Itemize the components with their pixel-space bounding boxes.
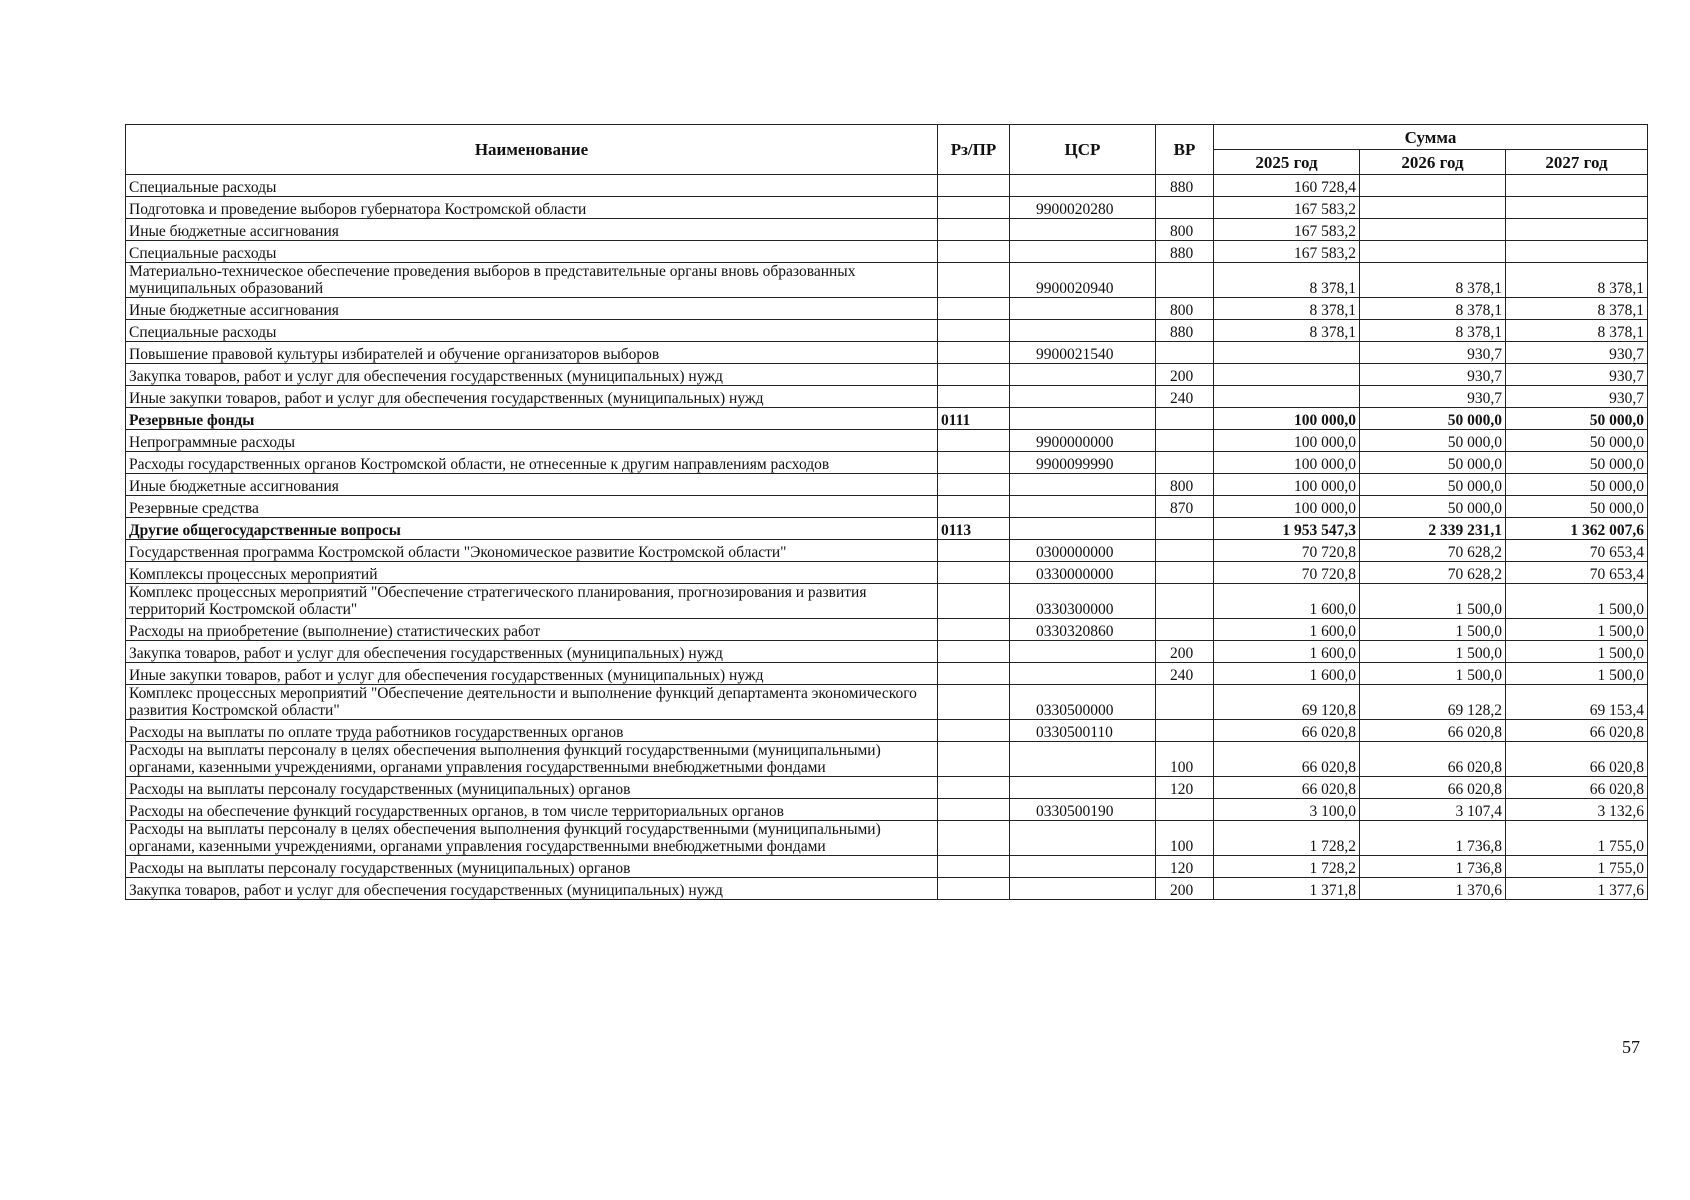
cell-rz-pr — [938, 777, 1010, 799]
cell-rz-pr — [938, 799, 1010, 821]
cell-2027: 50 000,0 — [1506, 474, 1648, 496]
cell-vr: 120 — [1156, 777, 1214, 799]
cell-2026: 50 000,0 — [1360, 474, 1506, 496]
header-name: Наименование — [126, 125, 938, 175]
table-row — [126, 430, 1648, 452]
cell-2027: 930,7 — [1506, 386, 1648, 408]
cell-2025: 70 720,8 — [1214, 540, 1360, 562]
cell-csr — [1010, 241, 1156, 263]
cell-2025 — [1214, 364, 1360, 386]
cell-name: Закупка товаров, работ и услуг для обеспечения государственных (муниципальных) нужд — [126, 641, 938, 663]
cell-2026: 1 500,0 — [1360, 663, 1506, 685]
table-body — [126, 175, 1648, 900]
cell-vr — [1156, 452, 1214, 474]
cell-2025: 1 728,2 — [1214, 856, 1360, 878]
cell-2025: 66 020,8 — [1214, 777, 1360, 799]
cell-2027: 930,7 — [1506, 342, 1648, 364]
cell-2025: 1 600,0 — [1214, 584, 1360, 619]
table-row — [126, 562, 1648, 584]
cell-2026: 1 736,8 — [1360, 856, 1506, 878]
table-row — [126, 742, 1648, 777]
cell-2027: 3 132,6 — [1506, 799, 1648, 821]
cell-csr — [1010, 408, 1156, 430]
budget-table — [125, 124, 1648, 900]
cell-2025: 100 000,0 — [1214, 430, 1360, 452]
cell-2025: 100 000,0 — [1214, 474, 1360, 496]
cell-rz-pr — [938, 241, 1010, 263]
table-row — [126, 619, 1648, 641]
cell-2026: 50 000,0 — [1360, 430, 1506, 452]
cell-2025: 100 000,0 — [1214, 452, 1360, 474]
cell-2025: 1 953 547,3 — [1214, 518, 1360, 540]
cell-2025: 8 378,1 — [1214, 298, 1360, 320]
cell-csr — [1010, 219, 1156, 241]
cell-vr — [1156, 430, 1214, 452]
cell-name: Комплекс процессных мероприятий "Обеспечение деятельности и выполнение функций департамента экономического развития Костромской области" — [126, 685, 938, 720]
header-sum: Сумма — [1214, 125, 1648, 150]
cell-csr: 0330500190 — [1010, 799, 1156, 821]
table-row — [126, 496, 1648, 518]
table-row — [126, 685, 1648, 720]
cell-2026: 8 378,1 — [1360, 320, 1506, 342]
table-row — [126, 584, 1648, 619]
cell-csr — [1010, 474, 1156, 496]
table-row — [126, 641, 1648, 663]
cell-rz-pr — [938, 584, 1010, 619]
cell-vr: 200 — [1156, 878, 1214, 900]
table-row — [126, 474, 1648, 496]
cell-2026: 69 128,2 — [1360, 685, 1506, 720]
cell-2026: 3 107,4 — [1360, 799, 1506, 821]
cell-csr — [1010, 777, 1156, 799]
cell-rz-pr — [938, 430, 1010, 452]
table-row — [126, 320, 1648, 342]
cell-2025: 1 600,0 — [1214, 663, 1360, 685]
cell-name: Повышение правовой культуры избирателей и обучение организаторов выборов — [126, 342, 938, 364]
cell-2027: 8 378,1 — [1506, 320, 1648, 342]
cell-2026: 930,7 — [1360, 386, 1506, 408]
cell-rz-pr — [938, 386, 1010, 408]
cell-csr — [1010, 386, 1156, 408]
cell-2026: 2 339 231,1 — [1360, 518, 1506, 540]
cell-2027: 70 653,4 — [1506, 540, 1648, 562]
table-row — [126, 518, 1648, 540]
cell-csr: 0300000000 — [1010, 540, 1156, 562]
table-row — [126, 856, 1648, 878]
table-row — [126, 408, 1648, 430]
cell-2027: 66 020,8 — [1506, 720, 1648, 742]
cell-csr — [1010, 878, 1156, 900]
cell-csr — [1010, 663, 1156, 685]
cell-2025: 3 100,0 — [1214, 799, 1360, 821]
cell-csr — [1010, 641, 1156, 663]
header-year-2027: 2027 год — [1506, 150, 1648, 175]
cell-2025: 100 000,0 — [1214, 408, 1360, 430]
cell-2025: 1 600,0 — [1214, 619, 1360, 641]
cell-2026: 66 020,8 — [1360, 777, 1506, 799]
cell-2026: 1 500,0 — [1360, 584, 1506, 619]
cell-rz-pr — [938, 821, 1010, 856]
cell-name: Расходы на выплаты персоналу государственных (муниципальных) органов — [126, 777, 938, 799]
cell-vr — [1156, 799, 1214, 821]
cell-2027: 66 020,8 — [1506, 777, 1648, 799]
cell-csr — [1010, 320, 1156, 342]
cell-2026: 8 378,1 — [1360, 298, 1506, 320]
cell-2026: 8 378,1 — [1360, 263, 1506, 298]
cell-2025 — [1214, 386, 1360, 408]
cell-vr: 800 — [1156, 298, 1214, 320]
cell-2025: 8 378,1 — [1214, 263, 1360, 298]
cell-csr — [1010, 175, 1156, 197]
cell-rz-pr — [938, 742, 1010, 777]
cell-rz-pr — [938, 663, 1010, 685]
cell-rz-pr — [938, 856, 1010, 878]
cell-vr: 880 — [1156, 241, 1214, 263]
cell-2026: 1 370,6 — [1360, 878, 1506, 900]
cell-csr: 0330300000 — [1010, 584, 1156, 619]
cell-rz-pr — [938, 540, 1010, 562]
cell-name: Расходы на выплаты по оплате труда работников государственных органов — [126, 720, 938, 742]
cell-vr — [1156, 540, 1214, 562]
cell-rz-pr — [938, 452, 1010, 474]
cell-name: Иные закупки товаров, работ и услуг для обеспечения государственных (муниципальных) нужд — [126, 663, 938, 685]
cell-2027: 50 000,0 — [1506, 496, 1648, 518]
cell-rz-pr — [938, 219, 1010, 241]
cell-name: Закупка товаров, работ и услуг для обеспечения государственных (муниципальных) нужд — [126, 364, 938, 386]
cell-name: Комплексы процессных мероприятий — [126, 562, 938, 584]
cell-2027 — [1506, 241, 1648, 263]
cell-name: Материально-техническое обеспечение проведения выборов в представительные органы вновь образованных муниципальных образований — [126, 263, 938, 298]
cell-rz-pr — [938, 641, 1010, 663]
cell-vr — [1156, 619, 1214, 641]
cell-vr: 120 — [1156, 856, 1214, 878]
cell-2025: 167 583,2 — [1214, 219, 1360, 241]
cell-rz-pr — [938, 496, 1010, 518]
cell-name: Подготовка и проведение выборов губернатора Костромской области — [126, 197, 938, 219]
cell-2026: 930,7 — [1360, 342, 1506, 364]
cell-csr — [1010, 856, 1156, 878]
cell-rz-pr — [938, 197, 1010, 219]
cell-vr: 800 — [1156, 474, 1214, 496]
cell-csr: 0330000000 — [1010, 562, 1156, 584]
cell-2027: 8 378,1 — [1506, 263, 1648, 298]
table-row — [126, 540, 1648, 562]
table-row — [126, 720, 1648, 742]
cell-2026: 50 000,0 — [1360, 408, 1506, 430]
cell-rz-pr — [938, 720, 1010, 742]
table-row — [126, 878, 1648, 900]
table-row — [126, 799, 1648, 821]
cell-2025: 69 120,8 — [1214, 685, 1360, 720]
cell-name: Расходы на приобретение (выполнение) статистических работ — [126, 619, 938, 641]
cell-2026: 50 000,0 — [1360, 452, 1506, 474]
cell-2027: 50 000,0 — [1506, 408, 1648, 430]
table-row — [126, 263, 1648, 298]
page-number: 57 — [1622, 1037, 1640, 1057]
cell-vr: 880 — [1156, 175, 1214, 197]
cell-rz-pr — [938, 474, 1010, 496]
cell-name: Иные закупки товаров, работ и услуг для обеспечения государственных (муниципальных) нужд — [126, 386, 938, 408]
cell-2026: 50 000,0 — [1360, 496, 1506, 518]
table-row — [126, 663, 1648, 685]
cell-2027: 8 378,1 — [1506, 298, 1648, 320]
cell-rz-pr — [938, 342, 1010, 364]
cell-name: Расходы на выплаты персоналу государственных (муниципальных) органов — [126, 856, 938, 878]
cell-csr — [1010, 742, 1156, 777]
cell-vr: 880 — [1156, 320, 1214, 342]
cell-rz-pr — [938, 685, 1010, 720]
cell-2027: 1 500,0 — [1506, 584, 1648, 619]
cell-vr: 200 — [1156, 641, 1214, 663]
cell-csr — [1010, 364, 1156, 386]
cell-2026: 70 628,2 — [1360, 540, 1506, 562]
cell-rz-pr — [938, 619, 1010, 641]
cell-rz-pr — [938, 878, 1010, 900]
table-row — [126, 175, 1648, 197]
cell-csr: 9900000000 — [1010, 430, 1156, 452]
cell-2026: 1 500,0 — [1360, 641, 1506, 663]
cell-csr — [1010, 298, 1156, 320]
cell-2027: 50 000,0 — [1506, 452, 1648, 474]
cell-2026: 66 020,8 — [1360, 742, 1506, 777]
cell-2025: 8 378,1 — [1214, 320, 1360, 342]
table-row — [126, 219, 1648, 241]
cell-name: Расходы на обеспечение функций государственных органов, в том числе территориальных органов — [126, 799, 938, 821]
cell-2025: 70 720,8 — [1214, 562, 1360, 584]
cell-2027: 1 500,0 — [1506, 663, 1648, 685]
cell-name: Расходы на выплаты персоналу в целях обеспечения выполнения функций государственными (муниципальными) органами, казенными учреждениями, органами управления государственными внебюджетными фондами — [126, 821, 938, 856]
cell-2026: 930,7 — [1360, 364, 1506, 386]
cell-2027: 66 020,8 — [1506, 742, 1648, 777]
cell-2027: 1 500,0 — [1506, 641, 1648, 663]
cell-csr: 9900099990 — [1010, 452, 1156, 474]
cell-2027: 930,7 — [1506, 364, 1648, 386]
cell-2025 — [1214, 342, 1360, 364]
cell-2027 — [1506, 197, 1648, 219]
cell-name: Иные бюджетные ассигнования — [126, 219, 938, 241]
table-row — [126, 386, 1648, 408]
cell-2025: 66 020,8 — [1214, 720, 1360, 742]
cell-2027: 70 653,4 — [1506, 562, 1648, 584]
cell-csr — [1010, 821, 1156, 856]
cell-rz-pr: 0113 — [938, 518, 1010, 540]
cell-rz-pr — [938, 298, 1010, 320]
cell-vr: 870 — [1156, 496, 1214, 518]
cell-name: Другие общегосударственные вопросы — [126, 518, 938, 540]
cell-rz-pr — [938, 263, 1010, 298]
cell-name: Государственная программа Костромской области "Экономическое развитие Костромской области" — [126, 540, 938, 562]
cell-2026: 1 500,0 — [1360, 619, 1506, 641]
header-vr: ВР — [1156, 125, 1214, 175]
cell-name: Специальные расходы — [126, 241, 938, 263]
cell-csr: 0330500110 — [1010, 720, 1156, 742]
table-row — [126, 298, 1648, 320]
table-row — [126, 197, 1648, 219]
cell-name: Иные бюджетные ассигнования — [126, 474, 938, 496]
cell-vr: 200 — [1156, 364, 1214, 386]
cell-2025: 100 000,0 — [1214, 496, 1360, 518]
table-row — [126, 364, 1648, 386]
cell-vr — [1156, 518, 1214, 540]
cell-2025: 66 020,8 — [1214, 742, 1360, 777]
cell-vr — [1156, 685, 1214, 720]
cell-vr — [1156, 263, 1214, 298]
cell-vr — [1156, 584, 1214, 619]
header-year-2026: 2026 год — [1360, 150, 1506, 175]
cell-csr: 9900021540 — [1010, 342, 1156, 364]
cell-2025: 160 728,4 — [1214, 175, 1360, 197]
header-year-2025: 2025 год — [1214, 150, 1360, 175]
table-row — [126, 452, 1648, 474]
cell-vr: 800 — [1156, 219, 1214, 241]
cell-2027: 50 000,0 — [1506, 430, 1648, 452]
cell-vr: 100 — [1156, 742, 1214, 777]
header-rz-pr: Рз/ПР — [938, 125, 1010, 175]
cell-2026 — [1360, 197, 1506, 219]
cell-2026 — [1360, 175, 1506, 197]
cell-name: Специальные расходы — [126, 175, 938, 197]
header-csr: ЦСР — [1010, 125, 1156, 175]
cell-csr — [1010, 496, 1156, 518]
cell-2027 — [1506, 219, 1648, 241]
cell-name: Непрограммные расходы — [126, 430, 938, 452]
cell-2025: 1 600,0 — [1214, 641, 1360, 663]
cell-name: Резервные средства — [126, 496, 938, 518]
cell-csr: 9900020280 — [1010, 197, 1156, 219]
cell-2026 — [1360, 241, 1506, 263]
cell-vr — [1156, 408, 1214, 430]
cell-rz-pr — [938, 320, 1010, 342]
cell-2025: 1 371,8 — [1214, 878, 1360, 900]
cell-2025: 1 728,2 — [1214, 821, 1360, 856]
cell-vr — [1156, 720, 1214, 742]
table-row — [126, 777, 1648, 799]
cell-2026: 1 736,8 — [1360, 821, 1506, 856]
cell-name: Иные бюджетные ассигнования — [126, 298, 938, 320]
cell-2027: 1 755,0 — [1506, 821, 1648, 856]
cell-2027: 1 362 007,6 — [1506, 518, 1648, 540]
cell-name: Специальные расходы — [126, 320, 938, 342]
cell-name: Резервные фонды — [126, 408, 938, 430]
cell-csr: 9900020940 — [1010, 263, 1156, 298]
cell-2027: 1 500,0 — [1506, 619, 1648, 641]
cell-2027 — [1506, 175, 1648, 197]
cell-rz-pr — [938, 562, 1010, 584]
cell-name: Расходы на выплаты персоналу в целях обеспечения выполнения функций государственными (муниципальными) органами, казенными учреждениями, органами управления государственными внебюджетными фондами — [126, 742, 938, 777]
cell-2027: 1 377,6 — [1506, 878, 1648, 900]
cell-vr: 240 — [1156, 663, 1214, 685]
cell-rz-pr — [938, 175, 1010, 197]
table-row — [126, 241, 1648, 263]
cell-vr: 100 — [1156, 821, 1214, 856]
cell-vr — [1156, 342, 1214, 364]
cell-vr: 240 — [1156, 386, 1214, 408]
cell-vr — [1156, 562, 1214, 584]
cell-name: Закупка товаров, работ и услуг для обеспечения государственных (муниципальных) нужд — [126, 878, 938, 900]
table-row — [126, 342, 1648, 364]
table-row — [126, 821, 1648, 856]
cell-2026: 70 628,2 — [1360, 562, 1506, 584]
cell-name: Расходы государственных органов Костромской области, не отнесенные к другим направлениям расходов — [126, 452, 938, 474]
cell-2026 — [1360, 219, 1506, 241]
cell-csr: 0330500000 — [1010, 685, 1156, 720]
cell-2027: 1 755,0 — [1506, 856, 1648, 878]
cell-rz-pr: 0111 — [938, 408, 1010, 430]
cell-vr — [1156, 197, 1214, 219]
cell-rz-pr — [938, 364, 1010, 386]
cell-2027: 69 153,4 — [1506, 685, 1648, 720]
cell-2025: 167 583,2 — [1214, 241, 1360, 263]
cell-csr — [1010, 518, 1156, 540]
cell-csr: 0330320860 — [1010, 619, 1156, 641]
cell-2025: 167 583,2 — [1214, 197, 1360, 219]
cell-2026: 66 020,8 — [1360, 720, 1506, 742]
cell-name: Комплекс процессных мероприятий "Обеспечение стратегического планирования, прогнозирования и развития территорий Костромской области" — [126, 584, 938, 619]
